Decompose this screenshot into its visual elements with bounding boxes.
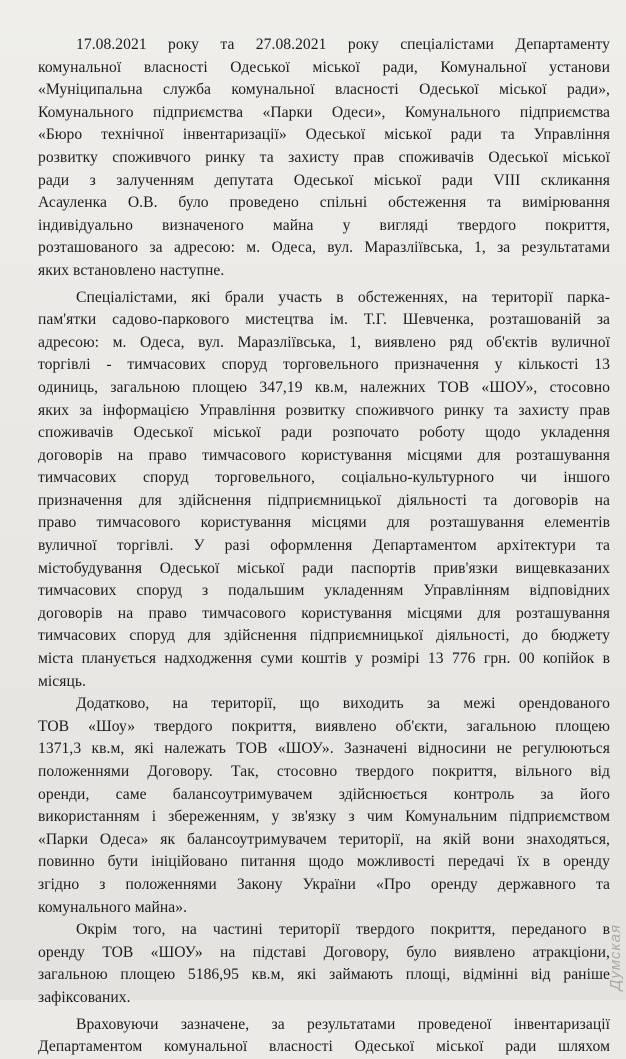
text-line: Асауленка О.В. було проведено спільні обстеження та вимірювання <box>38 194 610 212</box>
text-line: положеннями Договору. Так, стосовно твердого покриття, вільного від <box>38 763 610 780</box>
text-line: індивідуально визначеного майна у вигляді твердого покриття, <box>38 216 610 234</box>
text-line: Комунального підприємства «Парки Одеси», Комунального підприємства <box>38 103 610 121</box>
text-line: торгівлі - тимчасових споруд торговельного призначення у кількості 13 <box>38 356 610 374</box>
text-line: «Бюро технічної інвентаризації» Одеської міської ради та Управління <box>38 126 610 144</box>
text-line: договорів на право тимчасового користування місцями для розташування <box>38 446 610 464</box>
text-line: призначення для здійснення підприємницької діяльності та договорів на <box>38 491 610 509</box>
text-line: згідно з положеннями Закону України «Про оренду державного та <box>38 875 610 893</box>
text-line: використанням і збереженням, у зв'язку з чим Комунальним підприємством <box>38 808 610 826</box>
paragraph <box>38 693 610 919</box>
text-line: 17.08.2021 року та 27.08.2021 року спеціалістами Департаменту <box>76 36 610 53</box>
text-line: тимчасових споруд для здійснення підприємницької діяльності, до бюджету <box>38 627 610 645</box>
text-line: Враховуючи зазначене, за результатами проведеної інвентаризації <box>76 1015 610 1033</box>
text-line: міста планується надходження суми коштів у розмірі 13 776 грн. 00 копійок в <box>38 650 610 668</box>
text-line: зафіксованих. <box>38 988 131 1006</box>
paragraph <box>38 34 610 283</box>
text-line: оренду ТОВ «ШОУ» на підставі Договору, було виявлено атракціони, <box>38 943 610 961</box>
watermark: Думская <box>607 923 624 990</box>
paragraph <box>38 919 610 1009</box>
paragraph <box>38 1014 610 1059</box>
text-line: ради з залученням депутата Одеської міської ради VIII скликання <box>38 171 610 189</box>
text-line: розташованого за адресою: м. Одеса, вул. Маразліївська, 1, за результатами <box>38 239 610 257</box>
text-line: Додатково, на території, що виходить за межі орендованого <box>76 695 610 713</box>
text-line: тимчасових споруд торговельного, соціально-культурного чи іншого <box>38 469 610 487</box>
text-line: адресою: м. Одеса, вул. Маразліївська, 1, виявлено ряд об'єктів вуличної <box>38 333 610 351</box>
text-line: яких за інформацією Управління розвитку споживчого ринку та захисту прав <box>38 401 610 419</box>
text-line: Окрім того, на частині території твердого покриття, переданого в <box>76 921 610 939</box>
text-line: договорів на право тимчасового користування місцями для розташування <box>38 604 610 622</box>
text-line: одиниць, загальною площею 347,19 кв.м, належних ТОВ «ШОУ», стосовно <box>38 378 610 396</box>
text-line: повинно бути ініційовано питання щодо можливості передачі їх в оренду <box>38 853 610 871</box>
text-line: оренди, саме балансоутримувачем здійснюється контроль за його <box>38 785 610 803</box>
text-line: Департаментом комунальної власності Одеської міської ради шляхом <box>38 1038 610 1056</box>
paragraph <box>38 287 610 694</box>
text-line: містобудування Одеської міської ради паспортів прив'язки вищевказаних <box>38 559 610 577</box>
text-line: вуличної торгівлі. У разі оформлення Департаментом архітектури та <box>38 537 610 555</box>
text-line: комунальної власності Одеської міської ради, Комунальної установи <box>38 58 610 76</box>
text-line: розвитку споживчого ринку та захисту прав споживачів Одеської міської <box>38 148 610 166</box>
text-line: загальною площею 5186,95 кв.м, які займають площі, відмінні від раніше <box>38 966 610 984</box>
text-line: тимчасових споруд з подальшим укладенням Управлінням відповідних <box>38 582 610 600</box>
text-line: місяць. <box>38 672 86 690</box>
text-line: яких встановлено наступне. <box>38 261 225 279</box>
document-body <box>38 34 610 1059</box>
text-line: «Муніципальна служба комунальної власності Одеської міської ради», <box>38 81 610 99</box>
text-line: споживачів Одеської міської ради розпочато роботу щодо укладення <box>38 424 610 442</box>
text-line: пам'ятки садово-паркового мистецтва ім. Т.Г. Шевченка, розташованій за <box>38 311 610 329</box>
text-line: право тимчасового користування місцями для розташування елементів <box>38 514 610 532</box>
text-line: комунального майна». <box>38 898 188 916</box>
text-line: 1371,3 кв.м, які належать ТОВ «ШОУ». Зазначені відносини не регулюються <box>38 740 610 758</box>
text-line: «Парки Одеса» як балансоутримувачем території, на якій вони знаходяться, <box>38 830 610 848</box>
text-line: Спеціалістами, які брали участь в обстеженнях, на території парка- <box>76 288 610 306</box>
text-line: ТОВ «Шоу» твердого покриття, виявлено об'єкти, загальною площею <box>38 717 610 735</box>
